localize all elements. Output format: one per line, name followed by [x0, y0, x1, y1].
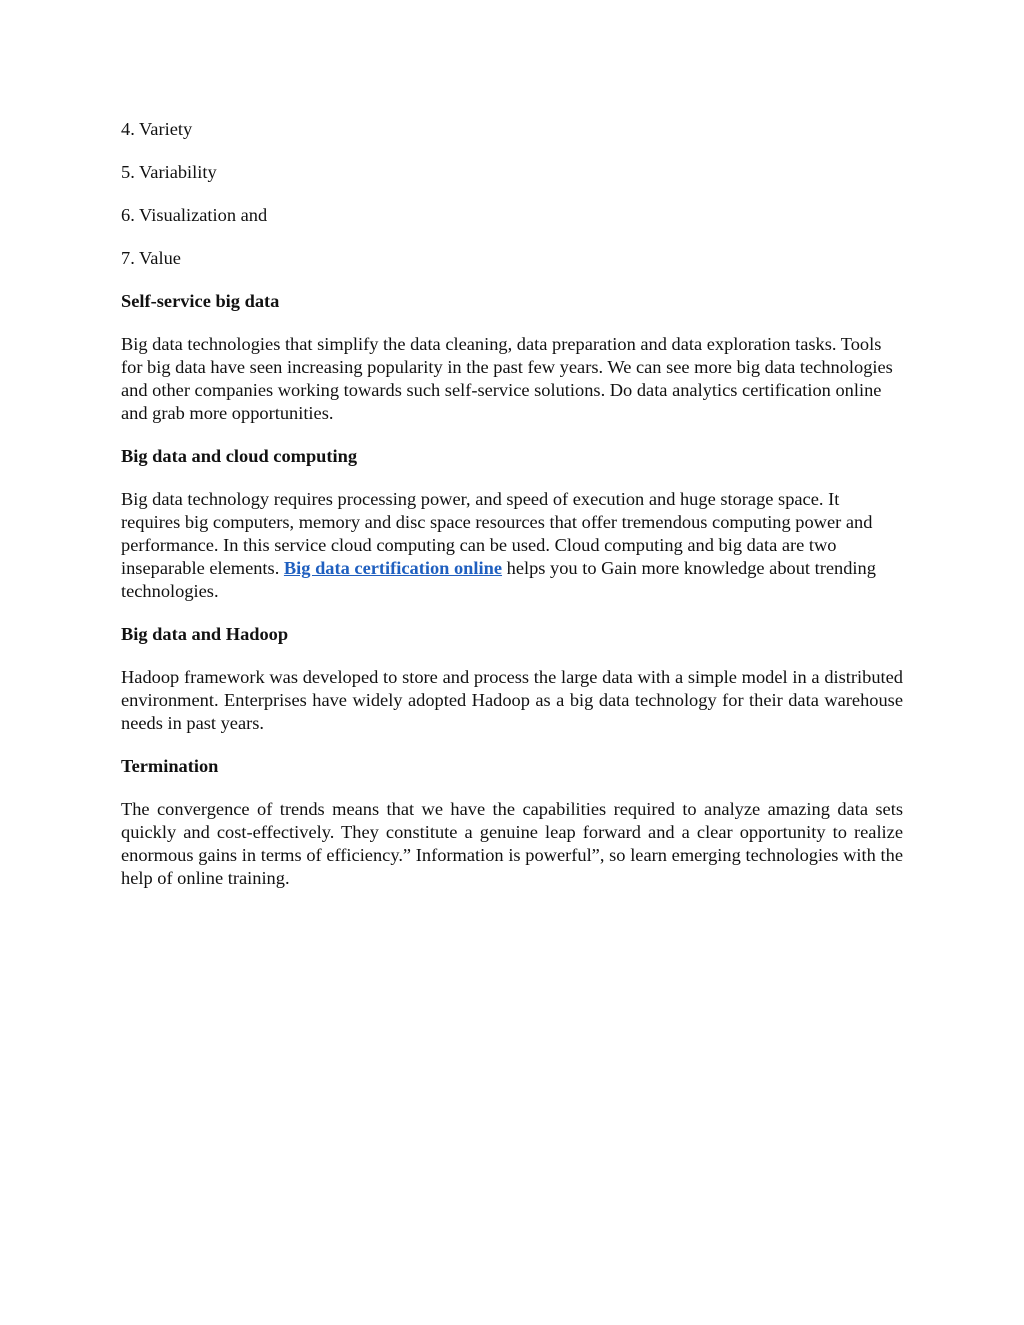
section-heading-self-service: Self-service big data: [121, 291, 280, 311]
section-body-cloud: [121, 488, 903, 603]
section-body-hadoop: Hadoop framework was developed to store and process the large data with a simple model in a distributed environment. Enterprises have widely adopted Hadoop as a big data technology for their data warehouse needs in past years.: [121, 667, 903, 733]
section-heading-termination: Termination: [121, 756, 219, 776]
document-page: [121, 118, 903, 910]
section-heading-cloud: Big data and cloud computing: [121, 446, 358, 466]
section-body-termination: The convergence of trends means that we have the capabilities required to analyze amazing data sets quickly and cost-effectively. They constitute a genuine leap forward and a clear opportunity to realize enormous gains in terms of efficiency.” Information is powerful”, so learn emerging technologies with the help of online training.: [121, 799, 903, 888]
list-item-variability: 5. Variability: [121, 162, 217, 182]
list-item-value: 7. Value: [121, 248, 181, 268]
certification-link[interactable]: Big data certification online: [283, 558, 503, 578]
section-body-self-service: Big data technologies that simplify the data cleaning, data preparation and data exploration tasks. Tools for big data have seen increasing popularity in the past few years. We can see more big data technologies and other companies working towards such self-service solutions. Do data analytics certification online and grab more opportunities.: [121, 334, 893, 423]
list-item-visualization: 6. Visualization and: [121, 205, 268, 225]
cloud-body-text-before-link: Big data technology requires processing power, and speed of execution and huge storage space. It requires big computers, memory and disc space resources that offer tremendous computing power and performance. In this service cloud computing can be used. Cloud computing and big data are two inseparable elements.: [121, 489, 873, 578]
cloud-body-text-after-link: helps you to Gain more knowledge about trending technologies.: [121, 558, 876, 601]
list-item-variety: 4. Variety: [121, 119, 193, 139]
section-heading-hadoop: Big data and Hadoop: [121, 624, 289, 644]
